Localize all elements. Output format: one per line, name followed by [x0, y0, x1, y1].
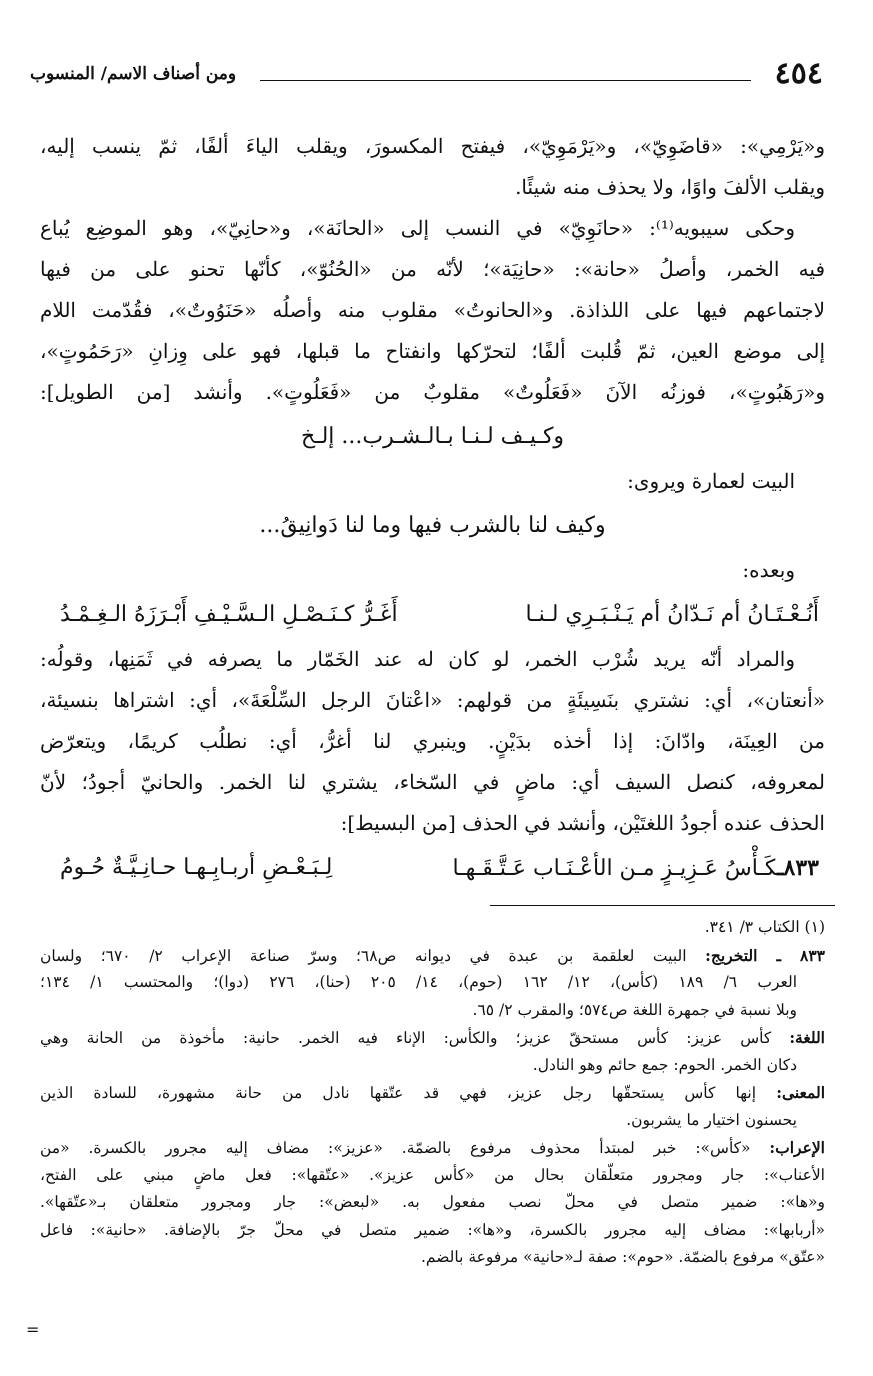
irab-line: «عتّق» مرفوع بالضمّة. «حوم»: صفة لـ«حانية» مرفوعة بالضم.: [420, 1248, 825, 1266]
body-line: لمعروفه، كنصل السيف أي: ماضٍ في السّخاء، يشتري لنا الخمر. والحانيّ أجودُ؛ لأنّ: [40, 770, 825, 794]
footnotes: [40, 914, 825, 1272]
running-title: ومن أصناف الاسم/ المنسوب: [30, 64, 237, 84]
body-line: «أنعتان»، أي: نشتري بنَسِيئَةٍ من قولهم: «اعْتانَ الرجل السِّلْعَةَ»، أي: اشتراها بنسيئة،: [40, 688, 825, 712]
takhrij-label: ٨٣٣ ـ التخريج:: [705, 945, 825, 965]
header-rule: [260, 80, 751, 81]
page-header: [30, 58, 823, 94]
maana-label: المعنى:: [776, 1083, 825, 1102]
verse-short: وكـيـف لـنـا بـالـشـرب... إلـخ: [300, 424, 565, 449]
body-line: والمراد أنّه يريد شُرْب الخمر، لو كان له عند الخَمّار ما يصرفه في ثَمَنِها، وقولُه:: [40, 647, 795, 671]
verse-second-hemistich: لِـبَـعْـضِ أربـابِـهـا حـانِـيَّـةٌ حُـومُ: [60, 855, 333, 880]
verse-833-first: كَـأْسُ عَـزِيـزٍ مـن الأعْـنَـاب عَـتَّـقَـهـا: [452, 856, 778, 881]
verse-number: ٨٣٣ـ: [777, 855, 819, 881]
body-line: من العِينَة، وادّانَ: إذا أخذه بدَيْنٍ. وينبري لنا أغرُّ، أي: نطلُب كريمًا، ويتعرّض: [40, 729, 825, 753]
body-line: إلى موضع العين، ثمّ قُلبت ألفًا؛ لتحرّكها وانفتاح ما قبلها، فهو على وِزانِ «رَحَمُوتٍ»،: [40, 339, 825, 363]
verse-first-hemistich: أَنُـعْـتَـانُ أم نَـدّانُ أم يَـنْـبَـرِي لـنـا: [525, 602, 819, 627]
edge-mark: =: [26, 1320, 40, 1339]
verse-second-hemistich: أَغَـرُّ كـنَـصْـلِ الـسَّـيْـفِ أَبْـرَزَهُ الـغِـمْـدُ: [60, 602, 398, 627]
irab-line: و«ها»: ضمير متصل في محلّ نصب مفعول به. «لبعض»: جار ومجرور متعلقان بـ«عتّقها».: [40, 1193, 825, 1211]
body-line: فيه الخمر، وأصلُ «حانة»: «حانِيَة»؛ لأنّه من «الحُنُوّ»، كأنّها تحنو على من فيها: [40, 257, 825, 281]
body-line: و«رَهَبُوتٍ»، فوزنُه الآنَ «فَعَلُوتٌ» مقلوبٌ من «فَعَلُوتٍ». وأنشد [من الطويل]:: [40, 380, 825, 404]
verse-first-hemistich: [452, 844, 819, 892]
verse-following-label: وبعده:: [742, 558, 795, 582]
lugha-line: اللغة: كأس عزيز: كأس مستحقّ عزيز؛ والكأس: الإناء فيه الخمر. حانية: مأخوذة من الحانة وهي: [40, 1028, 825, 1047]
verse-pair: [40, 591, 825, 639]
irab-label: الإعراب:: [769, 1138, 825, 1157]
footnote-1: (١) الكتاب ٣/ ٣٤١.: [704, 918, 825, 936]
verse-attribution: البيت لعمارة ويروى:: [627, 469, 795, 493]
body-line: الحذف عنده أجودُ اللغتَيْن، وأنشد في الحذف [من البسيط]:: [340, 811, 825, 835]
takhrij-line: العرب ٦/ ١٨٩ (كأس)، ١٢/ ١٦٢ (حوم)، ١٤/ ٢٠٥ (حنا)، ٢٧٦ (دوا)؛ والمحتسب ١/ ١٣٤؛: [40, 973, 798, 991]
body-line: ويقلب الألفَ واوًا، ولا يحذف منه شيئًا.: [515, 175, 825, 199]
takhrij-line: ٨٣٣ ـ التخريج: البيت لعلقمة بن عبدة في ديوانه ص٦٨؛ وسرّ صناعة الإعراب ٢/ ٦٧٠؛ ولسان: [40, 945, 825, 965]
maana-line: يحسنون اختيار ما يشربون.: [626, 1110, 797, 1129]
irab-line: الإعراب: «كأس»: خبر لمبتدأ محذوف مرفوع بالضمّة. «عزيز»: مضاف إليه مجرور بالكسرة. «من: [40, 1138, 825, 1157]
irab-line: الأعناب»: جار ومجرور متعلّقان بحال من «كأس عزيز». «عتّقها»: فعل ماضٍ مبني على الفتح،: [40, 1165, 825, 1184]
verse-variant: وكيف لنا بالشرب فيها وما لنا دَوانِيقُ...: [259, 513, 606, 538]
page-number: ٤٥٤: [774, 56, 823, 91]
main-text: [40, 126, 825, 892]
irab-line: «أربابها»: مضاف إليه مجرور بالكسرة، و«ها»: ضمير متصل في محلّ جرّ بالإضافة. «حانية»: فاعل: [40, 1220, 825, 1239]
takhrij-line: وبلا نسبة في جمهرة اللغة ص٥٧٤؛ والمقرب ٢/ ٦٥.: [472, 1000, 797, 1019]
footnote-rule: [490, 905, 835, 906]
body-line: لاجتماعهم فيها على اللذاذة. و«الحانوتُ» مقلوب منه وأصلُه «حَنَوُوتٌ»، فقُدّمت اللام: [40, 298, 825, 322]
lugha-line: دكان الخمر. الحوم: جمع حائم وهو النادل.: [532, 1055, 797, 1074]
maana-line: المعنى: إنها كأس يستحقّها رجل عزيز، فهي قد عتّقها نادل من حانة مشهورة، للسادة الذين: [40, 1083, 825, 1102]
body-line: و«يَرْمِي»: «قاضَوِيّ»، و«يَرْمَوِيّ»، فيفتح المكسورَ، ويقلب الياءَ ألفًا، ثمّ ينسب إليه،: [40, 134, 825, 158]
verse-833: [40, 844, 825, 892]
body-line: وحكى سيبويه⁽¹⁾: «حانَوِيّ» في النسب إلى «الحانَة»، و«حانِيّ»، وهو الموضِع يُباع: [40, 216, 795, 240]
lugha-label: اللغة:: [789, 1028, 825, 1047]
